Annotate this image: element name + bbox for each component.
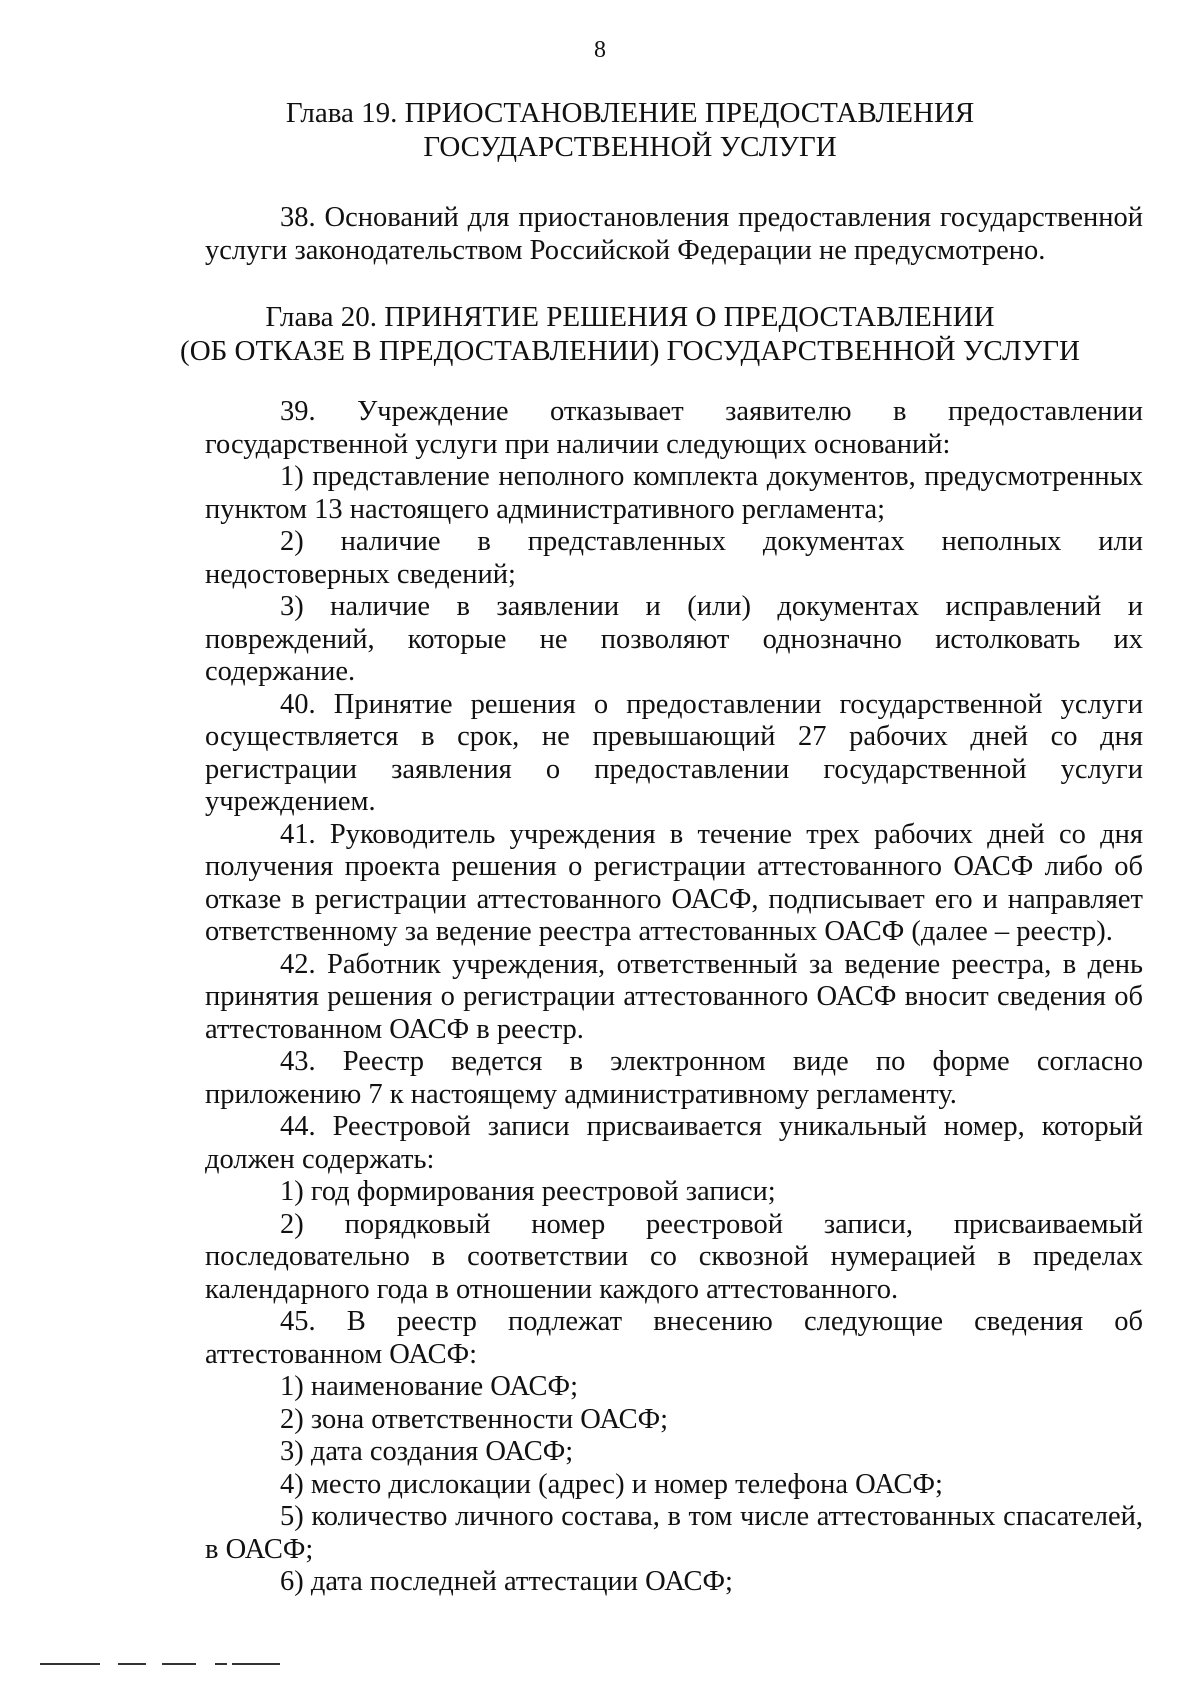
list-item-45-2: 2) зона ответственности ОАСФ; — [280, 1403, 669, 1435]
scan-mark — [162, 1663, 196, 1665]
list-item-45-5: 5) количество личного состава, в том числе аттестованных спасателей, в ОАСФ; — [205, 1501, 1143, 1565]
list-item-39-2: 2) наличие в представленных документах неполных или недостоверных сведений; — [205, 526, 1143, 590]
list-item-44-2: 2) порядковый номер реестровой записи, присваиваемый последовательно в соответствии со сквозной нумерацией в пределах календарного года в отношении каждого аттестованного. — [205, 1208, 1143, 1305]
scan-mark — [118, 1663, 146, 1665]
paragraph-40: 40. Принятие решения о предоставлении государственной услуги осуществляется в срок, не превышающий 27 рабочих дней со дня регистрации заявления о предоставлении государственной услуги учреждением. — [205, 688, 1143, 817]
chapter-19-body — [205, 202, 1143, 267]
list-item-44-1: 1) год формирования реестровой записи; — [280, 1176, 776, 1207]
paragraph-43: 43. Реестр ведется в электронном виде по форме согласно приложению 7 к настоящему административному регламенту. — [205, 1046, 1143, 1110]
paragraph-38: 38. Оснований для приостановления предоставления государственной услуги законодательством Российской Федерации не предусмотрено. — [205, 202, 1143, 266]
list-item-39-1: 1) представление неполного комплекта документов, предусмотренных пунктом 13 настоящего административного регламента; — [205, 461, 1143, 525]
paragraph-42: 42. Работник учреждения, ответственный за ведение реестра, в день принятия решения о регистрации аттестованного ОАСФ вносит сведения об аттестованном ОАСФ в реестр. — [205, 948, 1143, 1045]
chapter-19-heading-line1: Глава 19. ПРИОСТАНОВЛЕНИЕ ПРЕДОСТАВЛЕНИЯ — [285, 97, 975, 129]
scan-mark — [232, 1663, 280, 1665]
paragraph-41: 41. Руководитель учреждения в течение трех рабочих дней со дня получения проекта решения о регистрации аттестованного ОАСФ либо об отказе в регистрации аттестованного ОАСФ, подписывает его и направляет ответственному за ведение реестра аттестованных ОАСФ (далее – реестр). — [205, 818, 1143, 947]
chapter-20-heading-line1: Глава 20. ПРИНЯТИЕ РЕШЕНИЯ О ПРЕДОСТАВЛЕНИИ — [265, 301, 995, 333]
scan-mark — [40, 1663, 100, 1665]
list-item-45-4: 4) место дислокации (адрес) и номер телефона ОАСФ; — [280, 1468, 943, 1500]
scan-footer-marks — [40, 1663, 290, 1667]
scan-mark — [215, 1663, 227, 1665]
list-item-45-3: 3) дата создания ОАСФ; — [280, 1436, 574, 1467]
page-number: 8 — [594, 37, 606, 63]
chapter-19-heading — [180, 96, 1080, 164]
chapter-20-heading-line2: (ОБ ОТКАЗЕ В ПРЕДОСТАВЛЕНИИ) ГОСУДАРСТВЕННОЙ УСЛУГИ — [180, 335, 1080, 367]
list-item-45-1: 1) наименование ОАСФ; — [280, 1371, 578, 1402]
chapter-20-heading — [180, 300, 1080, 368]
list-item-45-6: 6) дата последней аттестации ОАСФ; — [280, 1566, 733, 1597]
paragraph-39: 39. Учреждение отказывает заявителю в предоставлении государственной услуги при наличии следующих оснований: — [205, 396, 1143, 460]
paragraph-44: 44. Реестровой записи присваивается уникальный номер, который должен содержать: — [205, 1111, 1143, 1175]
chapter-19-heading-line2: ГОСУДАРСТВЕННОЙ УСЛУГИ — [423, 131, 837, 163]
list-item-39-3: 3) наличие в заявлении и (или) документах исправлений и повреждений, которые не позволяют однозначно истолковать их содержание. — [205, 591, 1143, 687]
chapter-20-body — [205, 396, 1143, 1599]
paragraph-45: 45. В реестр подлежат внесению следующие сведения об аттестованном ОАСФ: — [205, 1306, 1143, 1370]
